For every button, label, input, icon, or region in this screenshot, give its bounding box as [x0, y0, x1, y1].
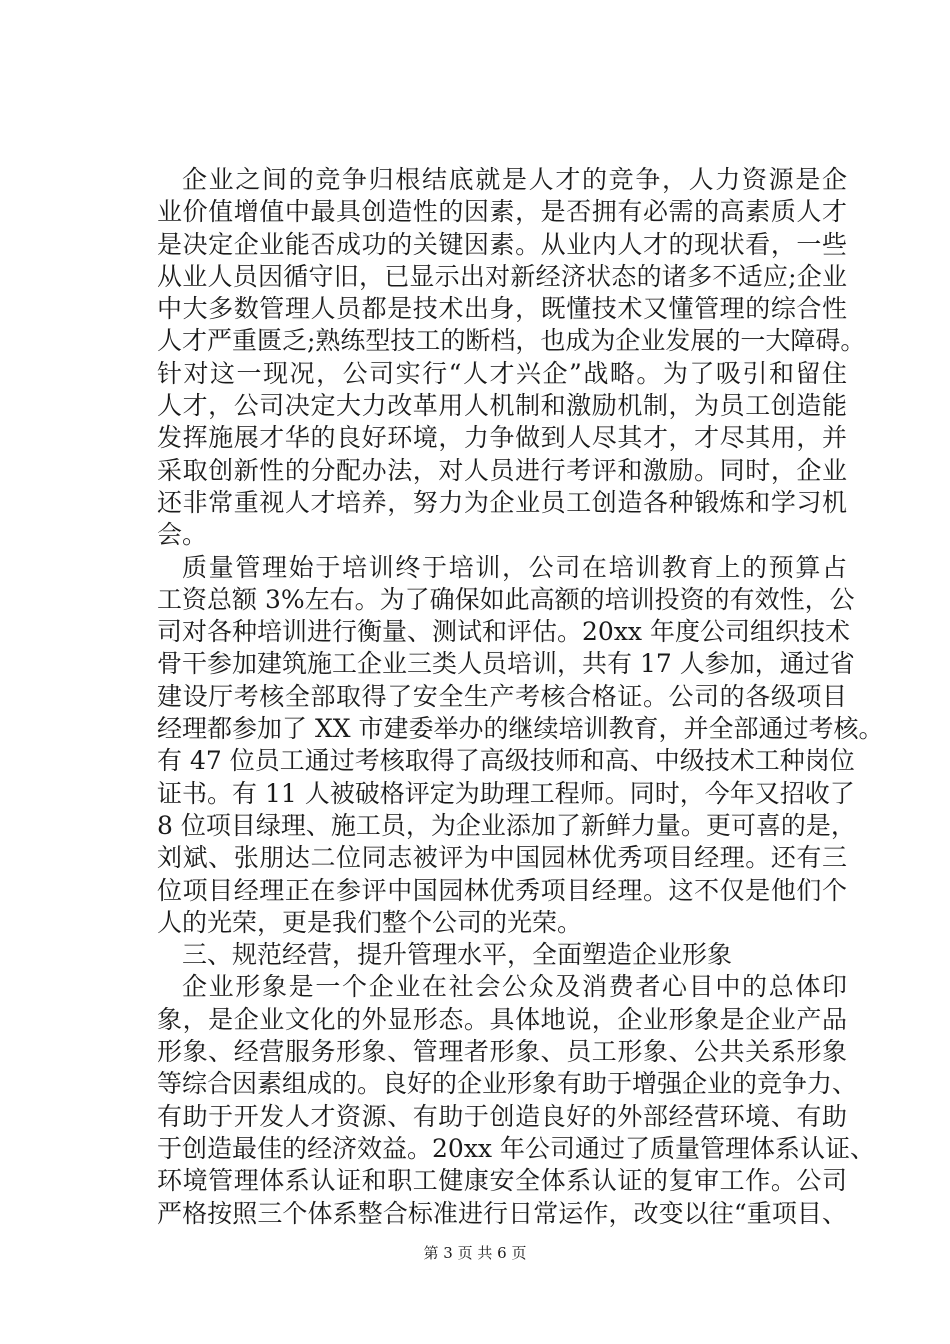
- text-line: 业价值增值中最具创造性的因素，是否拥有必需的高素质人才: [157, 197, 847, 227]
- text-line: 建设厅考核全部取得了安全生产考核合格证。公司的各级项目: [157, 681, 847, 711]
- text-line: 刘斌、张朋达二位同志被评为中国园林优秀项目经理。还有三: [157, 843, 847, 873]
- document-body: [157, 164, 884, 1230]
- paragraph-talent: [157, 164, 866, 552]
- text-line: 经理都参加了 XX 市建委举办的继续培训教育，并全部通过考核。: [157, 714, 884, 744]
- section-heading-text: 三、规范经营，提升管理水平，全面塑造企业形象: [182, 940, 733, 970]
- text-line: 会。: [157, 520, 208, 550]
- paragraph-image: [157, 971, 875, 1229]
- text-line: 等综合因素组成的。良好的企业形象有助于增强企业的竞争力、: [157, 1069, 858, 1099]
- text-line: 工资总额 3%左右。为了确保如此高额的培训投资的有效性，公: [157, 584, 855, 614]
- text-line: 是决定企业能否成功的关键因素。从业内人才的现状看，一些: [157, 229, 847, 259]
- text-line: 骨干参加建筑施工企业三类人员培训，共有 17 人参加，通过省: [157, 649, 855, 679]
- text-line: 企业之间的竞争归根结底就是人才的竞争，人力资源是企: [182, 165, 847, 194]
- section-heading: [157, 939, 847, 971]
- paragraph-training: [157, 552, 884, 940]
- text-line: 质量管理始于培训终于培训，公司在培训教育上的预算占: [182, 552, 847, 582]
- text-line: 证书。有 11 人被破格评定为助理工程师。同时，今年又招收了: [157, 778, 855, 808]
- text-line: 从业人员因循守旧，已显示出对新经济状态的诸多不适应;企业: [157, 261, 847, 291]
- text-line: 严格按照三个体系整合标准进行日常运作，改变以往“重项目、: [157, 1198, 847, 1228]
- text-line: 中大多数管理人员都是技术出身，既懂技术又懂管理的综合性: [157, 294, 847, 324]
- text-line: 采取创新性的分配办法，对人员进行考评和激励。同时，企业: [157, 455, 847, 485]
- text-line: 有 47 位员工通过考核取得了高级技师和高、中级技术工种岗位: [157, 746, 855, 776]
- text-line: 象，是企业文化的外显形态。具体地说，企业形象是企业产品: [157, 1004, 847, 1034]
- text-line: 人才严重匮乏;熟练型技工的断档，也成为企业发展的一大障碍。: [157, 326, 866, 356]
- page-number-footer: 第 3 页 共 6 页: [423, 1244, 527, 1262]
- text-line: 人的光荣，更是我们整个公司的光荣。: [157, 907, 583, 937]
- text-line: 位项目经理正在参评中国园林优秀项目经理。这不仅是他们个: [157, 875, 847, 905]
- text-line: 发挥施展才华的良好环境，力争做到人尽其才，才尽其用，并: [157, 423, 847, 453]
- text-line: 企业形象是一个企业在社会公众及消费者心目中的总体印: [182, 972, 847, 1002]
- text-line: 于创造最佳的经济效益。20xx 年公司通过了质量管理体系认证、: [157, 1133, 875, 1163]
- text-line: 司对各种培训进行衡量、测试和评估。20xx 年度公司组织技术: [157, 617, 850, 647]
- text-line: 还非常重视人才培养，努力为企业员工创造各种锻炼和学习机: [157, 487, 847, 517]
- text-line: 环境管理体系认证和职工健康安全体系认证的复审工作。公司: [157, 1166, 847, 1196]
- text-line: 人才，公司决定大力改革用人机制和激励机制，为员工创造能: [157, 391, 847, 421]
- text-line: 针对这一现况，公司实行“人才兴企”战略。为了吸引和留住: [157, 358, 847, 388]
- text-line: 8 位项目绿理、施工员，为企业添加了新鲜力量。更可喜的是，: [157, 810, 856, 840]
- text-line: 形象、经营服务形象、管理者形象、员工形象、公共关系形象: [157, 1037, 847, 1067]
- text-line: 有助于开发人才资源、有助于创造良好的外部经营环境、有助: [157, 1101, 847, 1131]
